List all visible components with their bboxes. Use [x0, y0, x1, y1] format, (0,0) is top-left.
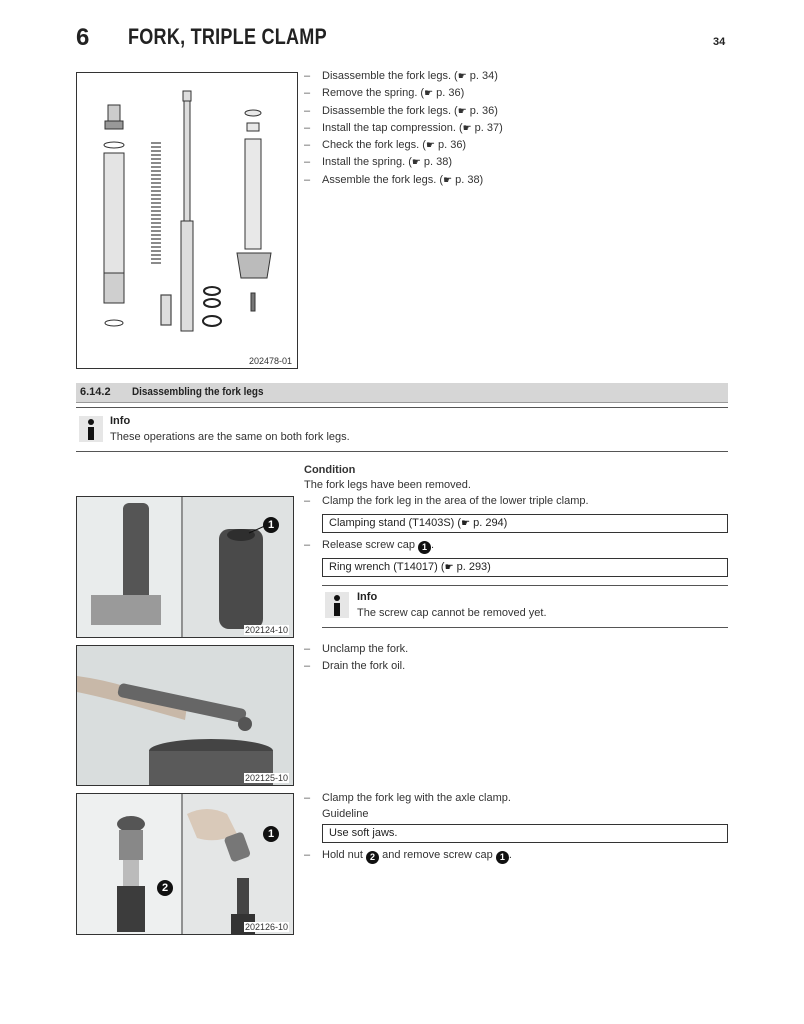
pointer-icon: ☛ [462, 122, 472, 134]
condition-text: The fork legs have been removed. [304, 479, 471, 491]
step3-list [304, 790, 728, 807]
step-clamp: – Clamp the fork leg in the area of the lower triple clamp. [304, 493, 728, 510]
callout-1: 1 [496, 851, 509, 864]
photo-illustration [77, 794, 294, 935]
callout-1: 1 [418, 541, 431, 554]
page-number: 34 [713, 36, 726, 48]
step1-list-2 [304, 537, 728, 554]
tool-clamping-stand[interactable]: Clamping stand (T1403S) (☛ p. 294) [322, 514, 728, 533]
photo-illustration [77, 497, 294, 638]
section-heading [76, 383, 728, 403]
chapter-title: FORK, TRIPLE CLAMP [128, 24, 327, 49]
info-title: Info [110, 415, 131, 427]
condition-label: Condition [304, 464, 356, 476]
pointer-icon: ☛ [461, 518, 471, 529]
chapter-number: 6 [76, 24, 90, 51]
guideline-box: Use soft jaws. [322, 824, 728, 843]
pointer-icon: ☛ [424, 88, 434, 100]
figure-id: 202124-10 [244, 625, 288, 635]
step-link[interactable]: – Check the fork legs. (☛ p. 36) [304, 137, 724, 154]
photo-drain-oil [76, 645, 294, 786]
pointer-icon: ☛ [444, 562, 454, 573]
callout-1: 1 [263, 826, 279, 842]
step2-list [304, 641, 728, 676]
pointer-icon: ☛ [457, 105, 467, 117]
step-drain: – Drain the fork oil. [304, 658, 728, 675]
info-icon [325, 592, 349, 618]
overview-steps [304, 68, 724, 189]
divider [76, 407, 728, 408]
step1-list [304, 493, 728, 510]
info-text: The screw cap cannot be removed yet. [357, 607, 547, 619]
divider [322, 585, 728, 586]
step-link[interactable]: – Install the spring. (☛ p. 38) [304, 154, 724, 171]
step-link[interactable]: – Remove the spring. (☛ p. 36) [304, 85, 724, 102]
figure-id: 202125-10 [244, 773, 288, 783]
callout-2: 2 [157, 880, 173, 896]
step-link[interactable]: – Disassemble the fork legs. (☛ p. 36) [304, 103, 724, 120]
section-number: 6.14.2 [80, 386, 111, 398]
section-title: Disassembling the fork legs [132, 386, 264, 398]
info-text: These operations are the same on both fork legs. [110, 431, 350, 443]
callout-1: 1 [263, 517, 279, 533]
callout-2: 2 [366, 851, 379, 864]
figure-id: 202126-10 [244, 922, 288, 932]
figure-id: 202478-01 [248, 356, 292, 366]
info-icon [79, 416, 103, 442]
step3-list-2 [304, 847, 728, 864]
guideline-label: Guideline [322, 808, 369, 820]
divider [76, 451, 728, 452]
overview-figure [76, 72, 298, 369]
pointer-icon: ☛ [411, 157, 421, 169]
tool-ring-wrench[interactable]: Ring wrench (T14017) (☛ p. 293) [322, 558, 728, 577]
step-hold-nut: – Hold nut 2 and remove screw cap 1 . [304, 847, 728, 864]
pointer-icon: ☛ [457, 71, 467, 82]
step-link[interactable]: – Disassemble the fork legs. (☛ p. 34) [304, 68, 724, 85]
photo-release-cap [76, 496, 294, 638]
step-link[interactable]: – Install the tap compression. (☛ p. 37) [304, 120, 724, 137]
divider [322, 627, 728, 628]
fork-parts-illustration [77, 73, 297, 368]
step-release: – Release screw cap 1 . [304, 537, 728, 554]
step-axle-clamp: – Clamp the fork leg with the axle clamp. [304, 790, 728, 807]
photo-remove-cap [76, 793, 294, 935]
info-title: Info [357, 591, 378, 603]
photo-illustration [77, 646, 294, 786]
step-link[interactable]: – Assemble the fork legs. (☛ p. 38) [304, 172, 724, 189]
pointer-icon: ☛ [425, 140, 435, 152]
step-unclamp: – Unclamp the fork. [304, 641, 728, 658]
pointer-icon: ☛ [443, 174, 453, 186]
